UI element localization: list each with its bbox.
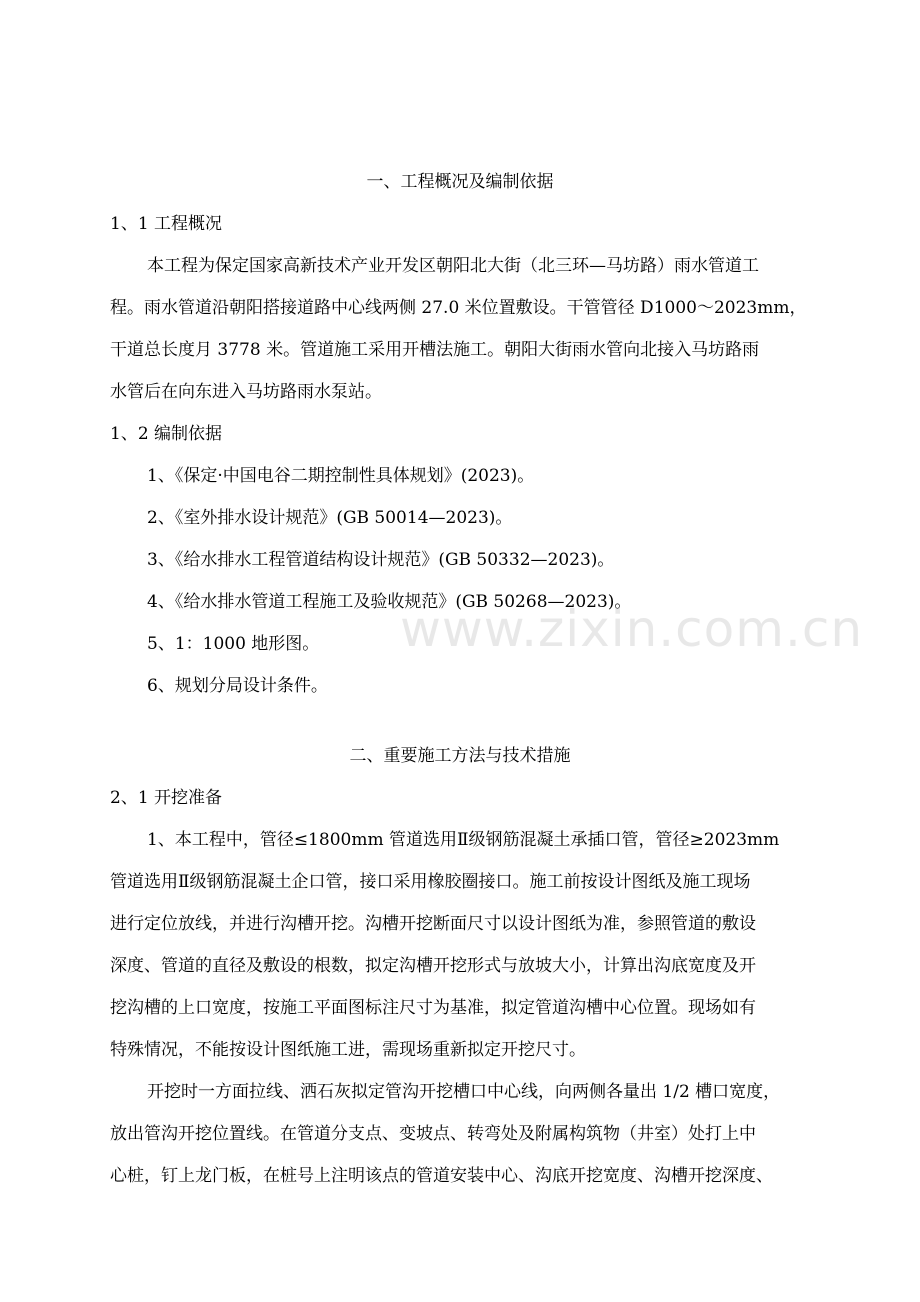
site-watermark: www.zixin.com.cn <box>400 600 864 658</box>
overview-line-3: 干道总长度月 3778 米。管道施工采用开槽法施工。朝阳大街雨水管向北接入马坊路雨 <box>110 340 760 360</box>
section1-1-heading: 1、1 工程概况 <box>110 214 223 234</box>
overview-line-4: 水管后在向东进入马坊路雨水泵站。 <box>110 382 382 402</box>
prep-line-3: 进行定位放线，并进行沟槽开挖。沟槽开挖断面尺寸以设计图纸为准，参照管道的敷设 <box>110 914 756 934</box>
basis-item-2: 2、《室外排水设计规范》(GB 50014—2023)。 <box>147 508 513 528</box>
excavation-line-2: 放出管沟开挖位置线。在管道分支点、变坡点、转弯处及附属构筑物（井室）处打上中 <box>110 1124 756 1144</box>
excavation-line-1: 开挖时一方面拉线、洒石灰拟定管沟开挖槽口中心线，向两侧各量出 1/2 槽口宽度， <box>147 1082 781 1102</box>
prep-line-2: 管道选用Ⅱ级钢筋混凝土企口管，接口采用橡胶圈接口。施工前按设计图纸及施工现场 <box>110 872 751 892</box>
overview-line-1: 本工程为保定国家高新技术产业开发区朝阳北大街（北三环—马坊路）雨水管道工 <box>147 256 759 276</box>
prep-line-4: 深度、管道的直径及敷设的根数，拟定沟槽开挖形式与放坡大小，计算出沟底宽度及开 <box>110 956 756 976</box>
section2-1-heading: 2、1 开挖准备 <box>110 788 223 808</box>
basis-item-5: 5、1：1000 地形图。 <box>147 634 320 654</box>
section2-title: 二、重要施工方法与技术措施 <box>349 746 571 766</box>
excavation-line-3: 心桩，钉上龙门板，在桩号上注明该点的管道安装中心、沟底开挖宽度、沟槽开挖深度、 <box>110 1166 773 1186</box>
section1-2-heading: 1、2 编制依据 <box>110 424 223 444</box>
prep-line-6: 特殊情况，不能按设计图纸施工进，需现场重新拟定开挖尺寸。 <box>110 1040 586 1060</box>
basis-item-1: 1、《保定·中国电谷二期控制性具体规划》(2023)。 <box>147 466 535 486</box>
prep-line-5: 挖沟槽的上口宽度，按施工平面图标注尺寸为基准，拟定管道沟槽中心位置。现场如有 <box>110 998 756 1018</box>
overview-line-2: 程。雨水管道沿朝阳搭接道路中心线两侧 27.0 米位置敷设。干管管径 D1000～2023mm， <box>110 298 807 318</box>
basis-item-4: 4、《给水排水管道工程施工及验收规范》(GB 50268—2023)。 <box>147 592 632 612</box>
basis-item-6: 6、规划分局设计条件。 <box>147 676 328 696</box>
prep-line-1: 1、本工程中，管径≤1800mm 管道选用Ⅱ级钢筋混凝土承插口管，管径≥2023mm <box>147 830 780 850</box>
basis-item-3: 3、《给水排水工程管道结构设计规范》(GB 50332—2023)。 <box>147 550 615 570</box>
section1-title: 一、工程概况及编制依据 <box>366 172 554 192</box>
